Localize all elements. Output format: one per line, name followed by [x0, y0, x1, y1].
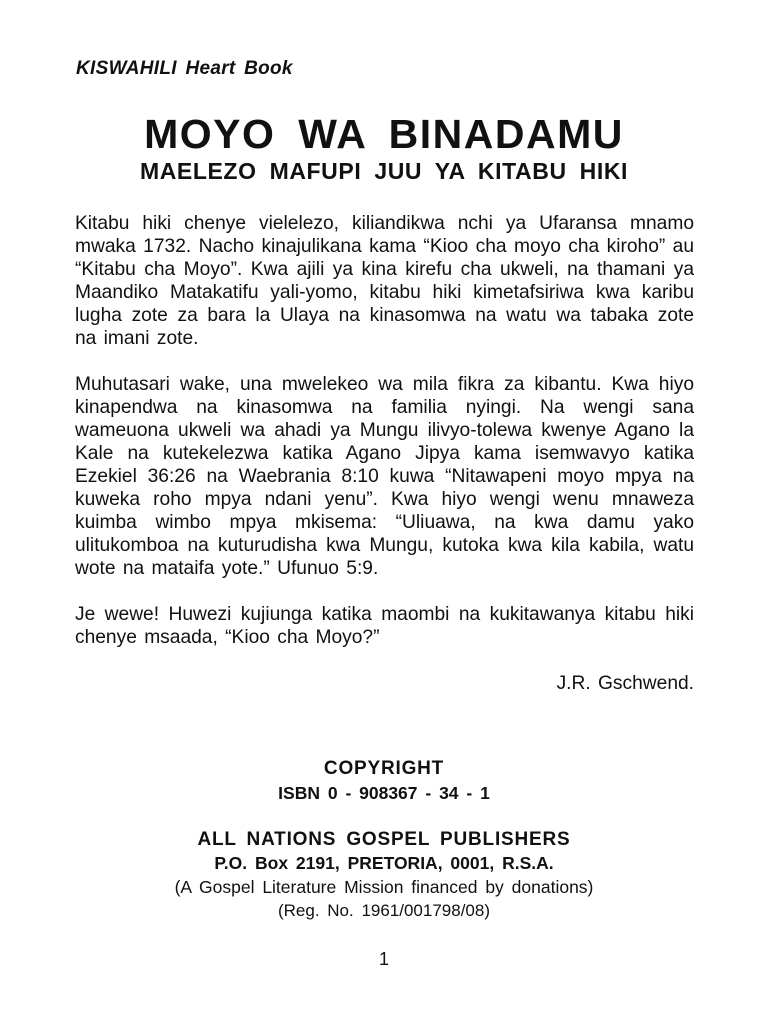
mission-statement: (A Gospel Literature Mission financed by donations)	[174, 877, 594, 897]
author-signature: J.R. Gschwend.	[556, 673, 694, 694]
publisher-name: ALL NATIONS GOSPEL PUBLISHERS	[197, 829, 571, 850]
paragraph-2: Muhutasari wake, una mwelekeo wa mila fikra za kibantu. Kwa hiyo kinapendwa na kinasomwa na familia nyingi. Na wengi sana wameuona ukweli wa ahadi ya Mungu ilivyo-tolewa kwenye Agano la Kale na kutekelezwa katika Agano Jipya kama isemwavyo katika Ezekiel 36:26 na Waebrania 8:10 kuwa “Nitawapeni moyo mpya na kuweka roho mpya ndani yenu”. Kwa hiyo wengi wenu mnaweza kuimba wimbo mpya mkisema: “Uliuawa, na kwa damu yako ulitukomboa na kuturudisha kwa Mungu, kutoka kwa kila kabila, watu wote na mataifa yote.” Ufunuo 5:9.	[75, 374, 694, 579]
copyright-heading: COPYRIGHT	[323, 758, 445, 779]
paragraph-3: Je wewe! Huwezi kujiunga katika maombi na kukitawanya kitabu hiki chenye msaada, “Kioo cha Moyo?”	[75, 604, 694, 648]
page-number: 1	[378, 949, 389, 969]
isbn-line: ISBN 0 - 908367 - 34 - 1	[278, 783, 490, 803]
book-title: MOYO WA BINADAMU	[144, 111, 624, 157]
book-subtitle: MAELEZO MAFUPI JUU YA KITABU HIKI	[139, 158, 629, 184]
paragraph-1: Kitabu hiki chenye vielelezo, kiliandikwa nchi ya Ufaransa mnamo mwaka 1732. Nacho kinajulikana kama “Kioo cha moyo cha kiroho” au “Kitabu cha Moyo”. Kwa ajili ya kina kirefu cha ukweli, na thamani ya Maandiko Matakatifu yali-yomo, kitabu hiki kimetafsiriwa kwa karibu lugha zote za bara la Ulaya na kinasomwa na watu wa tabaka zote na imani zote.	[75, 213, 694, 349]
body-text	[75, 212, 694, 718]
series-label: KISWAHILI Heart Book	[76, 58, 293, 79]
registration-number: (Reg. No. 1961/001798/08)	[277, 901, 491, 920]
publisher-address: P.O. Box 2191, PRETORIA, 0001, R.S.A.	[214, 853, 554, 873]
